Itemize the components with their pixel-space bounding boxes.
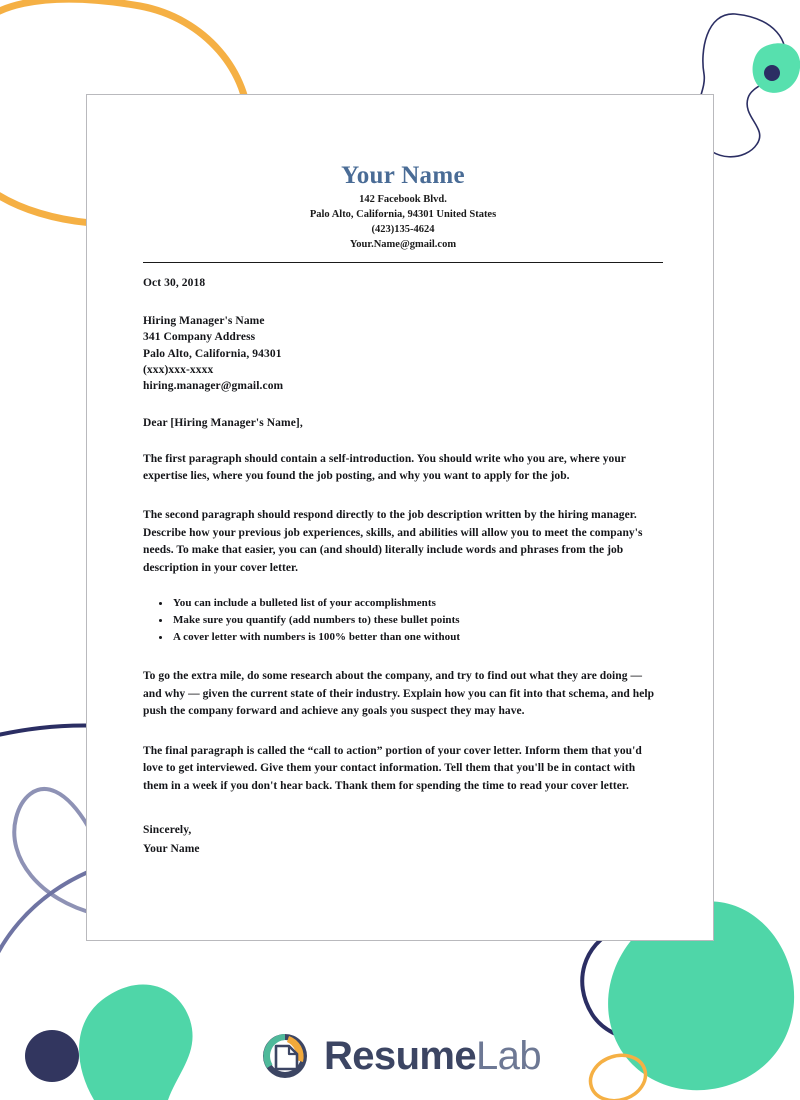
resumelab-mark-icon — [259, 1030, 311, 1082]
recipient-name: Hiring Manager's Name — [143, 314, 265, 327]
signature-name: Your Name — [143, 842, 200, 855]
recipient-block — [143, 313, 663, 395]
signoff-block — [143, 821, 663, 858]
resumelab-logo — [259, 1030, 541, 1082]
brand-secondary: Lab — [476, 1034, 541, 1078]
list-item: Make sure you quantify (add numbers to) these bullet points — [173, 612, 663, 629]
letter-date: Oct 30, 2018 — [143, 276, 206, 289]
closing-salutation: Sincerely, — [143, 824, 192, 837]
applicant-street: 142 Facebook Blvd. — [359, 194, 447, 206]
paragraph-1: The first paragraph should contain a self-introduction. You should write who you are, where your expertise lies, where you found the job posting, and why you want to apply for the job. — [143, 452, 626, 482]
recipient-email: hiring.manager@gmail.com — [143, 380, 284, 393]
list-item: You can include a bulleted list of your accomplishments — [173, 595, 663, 612]
decor-mint-blob — [753, 43, 800, 93]
salutation: Dear [Hiring Manager's Name], — [143, 416, 303, 429]
applicant-city-line: Palo Alto, California, 94301 United States — [309, 209, 497, 221]
decor-navy-dot-top — [764, 65, 780, 81]
recipient-phone: (xxx)xxx-xxxx — [143, 363, 214, 376]
letter-content — [143, 95, 663, 859]
paragraph-3: To go the extra mile, do some research about the company, and try to find out what they are doing — and why — given the current state of their industry. Explain how you can fit into that schema, and help push the company forward and achieve any goals you suspect they may have. — [143, 670, 655, 718]
recipient-city-line: Palo Alto, California, 94301 — [143, 347, 282, 360]
paragraph-4: The final paragraph is called the “call to action” portion of your cover letter. Inform them that you'd love to get interviewed. Give them your contact information. Tell them that you'll be in contact with them in a week if you don't hear back. Thank them for spending the time to read your cover letter. — [143, 744, 642, 792]
paragraph-2: The second paragraph should respond directly to the job description written by the hiring manager. Describe how your previous job experiences, skills, and abilities will allow you to meet the company's needs. To make that easier, you can (and should) literally include words and phrases from the job description in your cover letter. — [143, 509, 643, 574]
brand-wordmark — [324, 1036, 541, 1076]
letterhead-divider — [143, 262, 663, 263]
footer-branding — [0, 1018, 800, 1094]
recipient-address: 341 Company Address — [143, 331, 256, 344]
accomplishments-list — [143, 595, 663, 646]
applicant-email: Your.Name@gmail.com — [349, 238, 457, 250]
letterhead — [143, 95, 663, 253]
applicant-phone: (423)135-4624 — [371, 224, 435, 236]
applicant-name: Your Name — [341, 162, 465, 189]
letter-page — [86, 94, 714, 941]
list-item: A cover letter with numbers is 100% better than one without — [173, 629, 663, 646]
brand-primary: Resume — [324, 1034, 477, 1078]
